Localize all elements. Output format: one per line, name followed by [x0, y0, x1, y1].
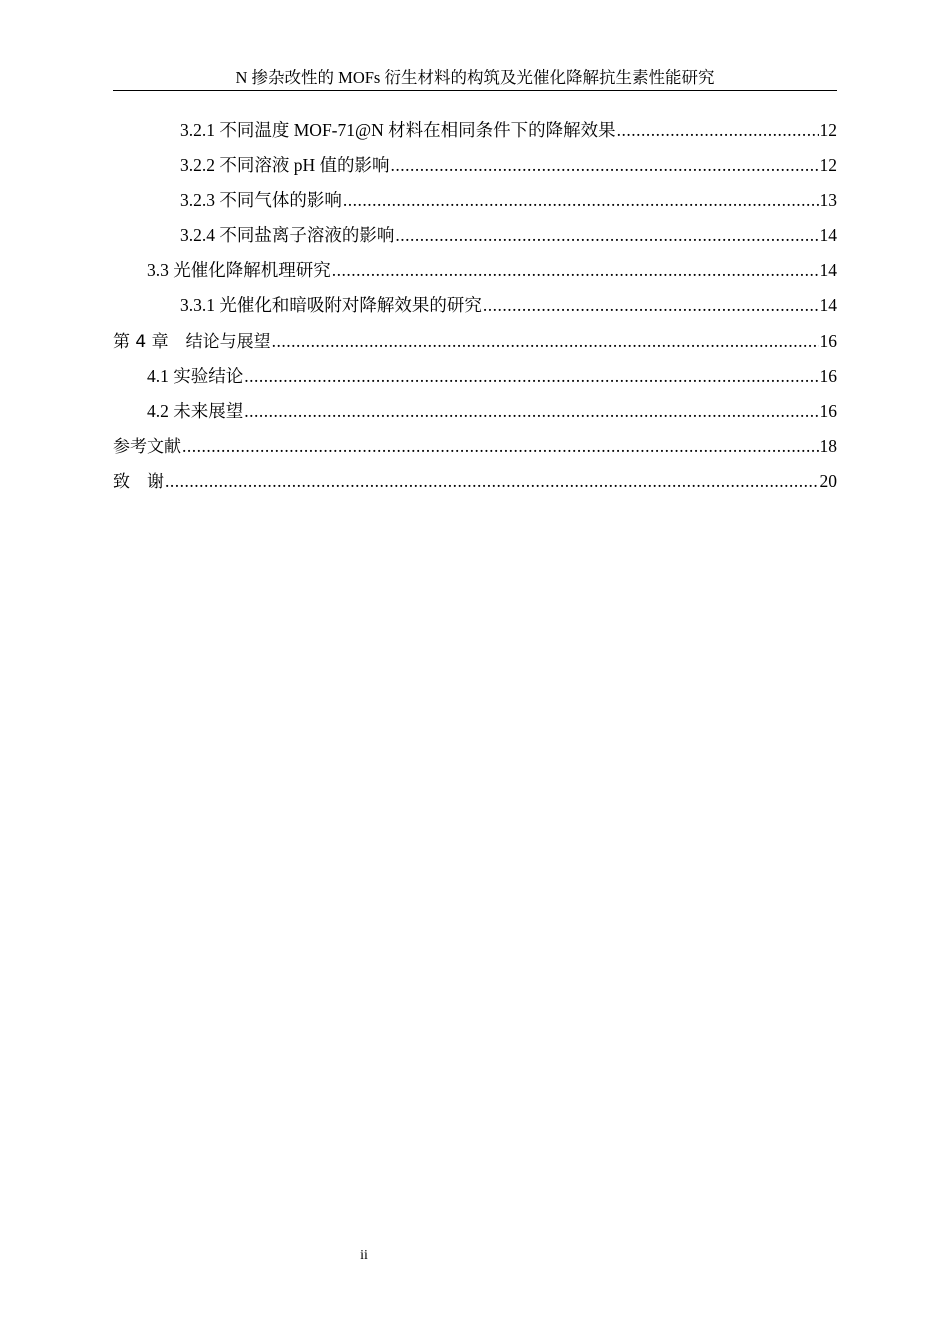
toc-entry-3-2-1[interactable] — [113, 113, 837, 148]
toc-entry-label: 致 谢 — [113, 471, 164, 492]
toc-dot-leader — [244, 359, 818, 394]
toc-dot-leader — [244, 394, 818, 429]
toc-entry-page: 20 — [819, 470, 837, 491]
header-rule — [113, 90, 837, 91]
toc-entry-3-3[interactable] — [113, 253, 837, 288]
page-number: ii — [360, 1248, 368, 1263]
toc-entry-label: 4.2 未来展望 — [147, 400, 244, 421]
toc-dot-leader — [343, 183, 819, 218]
toc-entry-page: 16 — [819, 330, 837, 351]
toc-dot-leader — [617, 113, 819, 148]
toc-entry-3-2-2[interactable] — [113, 148, 837, 183]
toc-entry-3-2-4[interactable] — [113, 218, 837, 253]
toc-entry-label: 3.3.1 光催化和暗吸附对降解效果的研究 — [180, 295, 482, 316]
toc-entry-chapter-4[interactable] — [113, 324, 837, 359]
toc-entry-label: 第 4 章 结论与展望 — [113, 331, 271, 352]
toc-entry-page: 16 — [819, 400, 837, 421]
toc-entry-3-2-3[interactable] — [113, 183, 837, 218]
toc-entry-3-3-1[interactable] — [113, 288, 837, 323]
toc-dot-leader — [395, 218, 818, 253]
toc-entry-page: 18 — [819, 435, 837, 456]
toc-entry-4-1[interactable] — [113, 359, 837, 394]
toc-entry-4-2[interactable] — [113, 394, 837, 429]
table-of-contents — [113, 113, 837, 499]
toc-dot-leader — [165, 464, 819, 499]
toc-entry-label: 3.2.3 不同气体的影响 — [180, 190, 342, 211]
toc-entry-page: 14 — [819, 295, 837, 316]
toc-entry-page: 14 — [819, 225, 837, 246]
toc-entry-label: 3.2.4 不同盐离子溶液的影响 — [180, 225, 395, 246]
toc-entry-page: 12 — [819, 155, 837, 176]
toc-dot-leader — [483, 288, 819, 323]
toc-entry-label: 4.1 实验结论 — [147, 365, 244, 386]
toc-entry-label: 3.2.1 不同温度 MOF-71@N 材料在相同条件下的降解效果 — [180, 120, 616, 140]
toc-entry-references[interactable] — [113, 429, 837, 464]
toc-dot-leader — [182, 429, 819, 464]
toc-entry-page: 14 — [819, 260, 837, 281]
toc-entry-page: 12 — [819, 120, 837, 140]
toc-entry-page: 13 — [819, 190, 837, 211]
toc-entry-page: 16 — [819, 365, 837, 386]
running-header: N 掺杂改性的 MOFs 衍生材料的构筑及光催化降解抗生素性能研究 — [235, 68, 715, 87]
toc-entry-acknowledgements[interactable] — [113, 464, 837, 499]
toc-entry-label: 3.2.2 不同溶液 pH 值的影响 — [180, 155, 390, 176]
toc-entry-label: 参考文献 — [113, 436, 181, 457]
toc-dot-leader — [332, 253, 819, 288]
toc-dot-leader — [391, 148, 819, 183]
toc-entry-label: 3.3 光催化降解机理研究 — [147, 260, 331, 281]
toc-dot-leader — [272, 324, 819, 359]
